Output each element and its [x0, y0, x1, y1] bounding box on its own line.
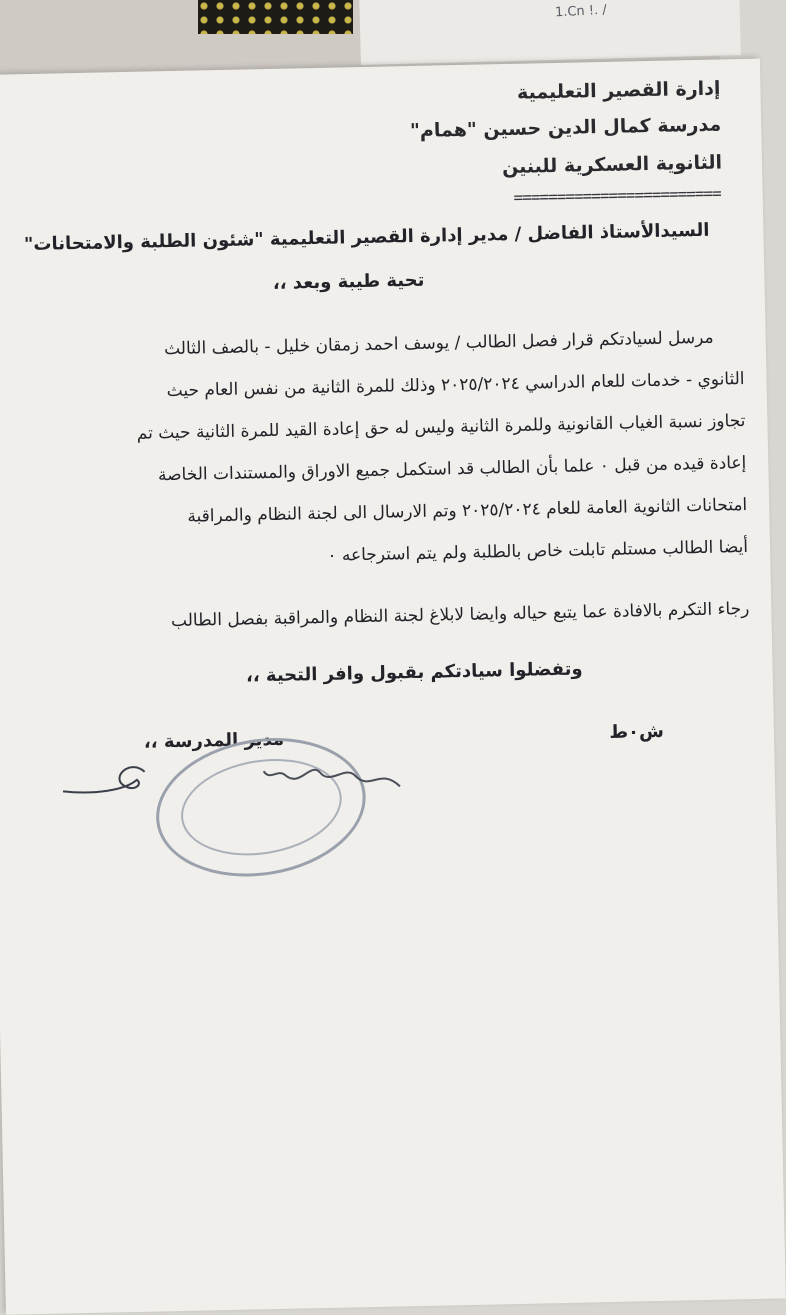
- body-line-6: أيضا الطالب مستلم تابلت خاص بالطلبة ولم يتم استرجاعه ٠: [327, 537, 749, 566]
- greeting-line: تحية طيبة وبعد ،،: [272, 269, 425, 294]
- principal-signature-title: مدير المدرسة ،،: [143, 728, 285, 753]
- request-line: رجاء التكرم بالافادة عما يتبع حياله وايضا لابلاغ لجنة النظام والمراقبة بفصل الطالب: [170, 599, 750, 632]
- recipient-line: السيدالأستاذ الفاضل / مدير إدارة القصير التعليمية "شئون الطلبة والامتحانات": [23, 219, 710, 256]
- header-school: مدرسة كمال الدين حسين "همام": [409, 113, 722, 143]
- body-line-3: تجاوز نسبة الغياب القانونية وللمرة الثانية وليس له حق إعادة القيد للمرة الثانية حيث تم: [136, 411, 746, 444]
- body-line-5: امتحانات الثانوية العامة للعام ٢٠٢٥/٢٠٢٤ وتم الارسال الى لجنة النظام والمراقبة: [187, 495, 748, 527]
- affairs-signature-title: ش٠ط: [609, 720, 665, 743]
- principal-signature: [259, 756, 410, 804]
- separator-rule: ========================: [513, 183, 721, 207]
- letter-page: [0, 59, 786, 1315]
- header-school-type: الثانوية العسكرية للبنين: [501, 151, 723, 179]
- body-line-2: الثانوي - خدمات للعام الدراسي ٢٠٢٥/٢٠٢٤ وذلك للمرة الثانية من نفس العام حيث: [166, 369, 745, 402]
- closing-line: وتفضلوا سيادتكم بقبول وافر التحية ،،: [245, 658, 583, 687]
- body-line-4: إعادة قيده من قبل ٠ علما بأن الطالب قد استكمل جميع الاوراق والمستندات الخاصة: [157, 453, 747, 486]
- body-line-1: مرسل لسيادتكم قرار فصل الطالب / يوسف احمد زمقان خليل - بالصف الثالث: [163, 327, 714, 360]
- back-page-scribble: 1.Cn !. /: [554, 2, 608, 21]
- back-page: [359, 0, 741, 65]
- fabric-pattern: [198, 0, 353, 34]
- header-directorate: إدارة القصير التعليمية: [516, 77, 721, 104]
- affairs-signature: [54, 759, 155, 801]
